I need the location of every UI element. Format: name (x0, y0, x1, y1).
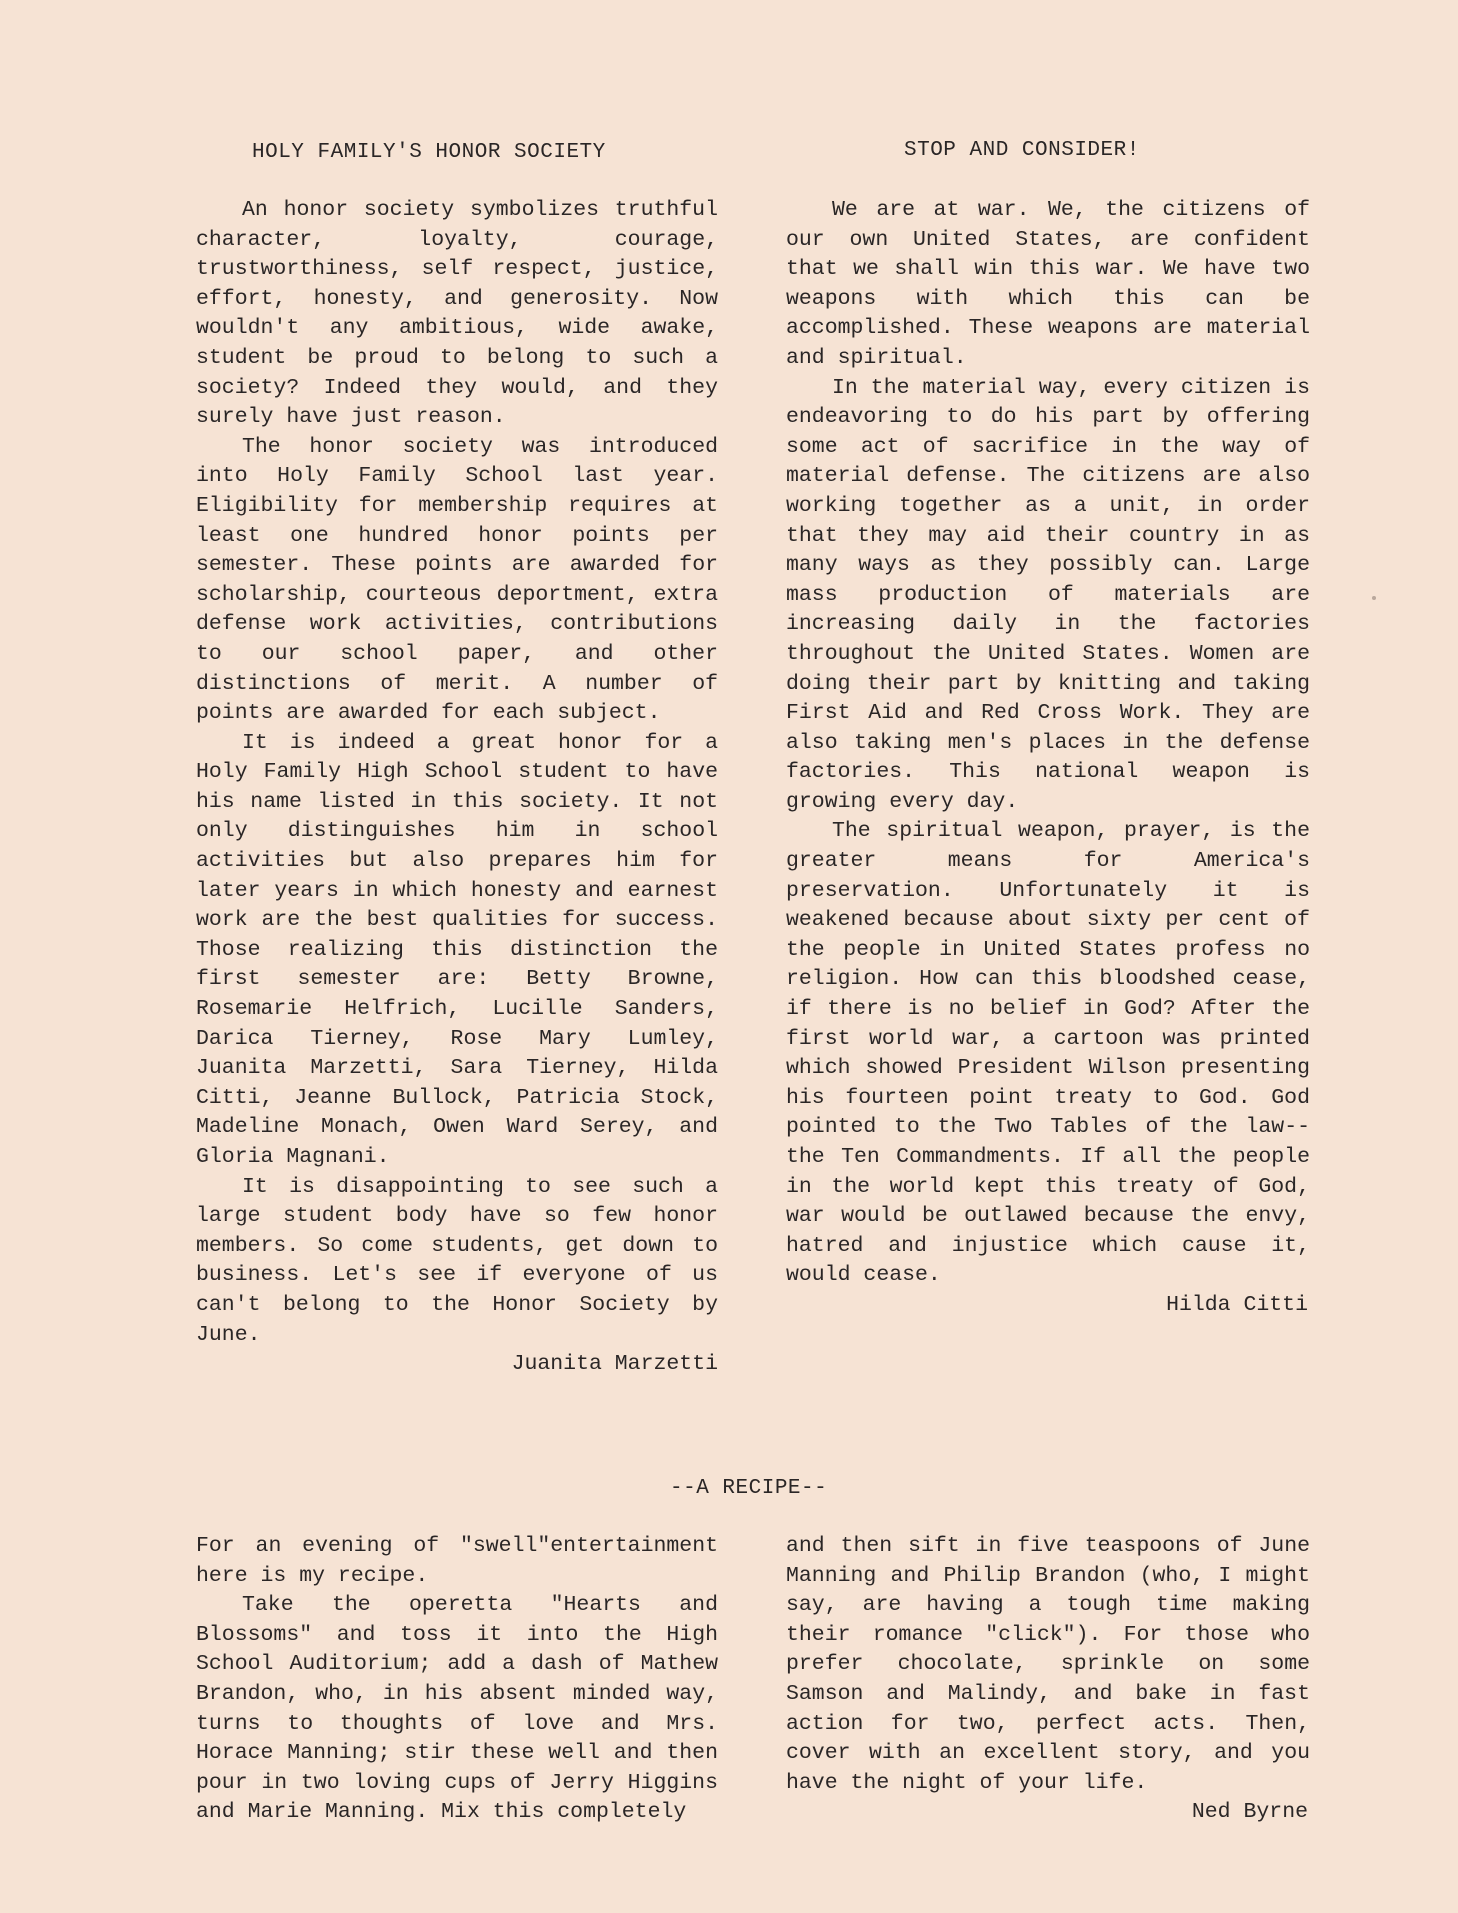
honor-society-author: Juanita Marzetti (511, 1352, 718, 1377)
stop-and-consider-paragraph: We are at war. We, the citizens of our own United States, are confident that we shall win this war. We have two weapons with which this can be accomplished. These weapons are material and spiritual. (786, 198, 1310, 370)
honor-society-title: HOLY FAMILY'S HONOR SOCIETY (252, 141, 606, 164)
recipe-title: --A RECIPE-- (670, 1477, 828, 1500)
recipe-paragraph: For an evening of "swell"entertainment here is my recipe. (196, 1534, 718, 1588)
recipe-author: Ned Byrne (1191, 1800, 1308, 1825)
recipe-article-left (196, 1532, 718, 1828)
recipe-paragraph: Take the operetta "Hearts and Blossoms" and toss it into the High School Auditorium; add a dash of Mathew Brandon, who, in his absent minded way, turns to thoughts of love and Mrs. Horace Manning; stir these well and then pour in two loving cups of Jerry Higgins and Marie Manning. Mix this completely (196, 1593, 718, 1825)
honor-society-paragraph: It is indeed a great honor for a Holy Family High School student to have his name listed in this society. It not only distinguishes him in school activities but also prepares him for later years in which honesty and earnest work are the best qualities for success. Those realizing this distinction the first semester are: Betty Browne, Rosemarie Helfrich, Lucille Sanders, Darica Tierney, Rose Mary Lumley, Juanita Marzetti, Sara Tierney, Hilda Citti, Jeanne Bullock, Patricia Stock, Madeline Monach, Owen Ward Serey, and Gloria Magnani. (196, 730, 718, 1169)
honor-society-paragraph: It is disappointing to see such a large student body have so few honor members. So come students, get down to business. Let's see if everyone of us can't belong to the Honor Society by June. (196, 1174, 718, 1347)
stop-and-consider-article (786, 196, 1310, 1321)
stop-and-consider-paragraph: The spiritual weapon, prayer, is the greater means for America's preservation. Unfortunately it is weakened because about sixty per cent of the people in United States profess no religion. How can this bloodshed cease, if there is no belief in God? After the first world war, a cartoon was printed which showed President Wilson presenting his fourteen point treaty to God. God pointed to the Two Tables of the law--the Ten Commandments. If all the people in the world kept this treaty of God, war would be outlawed because the envy, hatred and injustice which cause it, would cease. (786, 819, 1310, 1288)
recipe-article-right (786, 1532, 1310, 1828)
honor-society-paragraph: An honor society symbolizes truthful character, loyalty, courage, trustworthiness, self respect, justice, effort, honesty, and generosity. Now wouldn't any ambitious, wide awake, student be proud to belong to such a society? Indeed they would, and they surely have just reason. (196, 198, 718, 430)
stop-and-consider-title: STOP AND CONSIDER! (904, 139, 1140, 162)
honor-society-article (196, 196, 718, 1380)
stop-and-consider-paragraph: In the material way, every citizen is endeavoring to do his part by offering some act of sacrifice in the way of material defense. The citizens are also working together as a unit, in order that they may aid their country in as many ways as they possibly can. Large mass production of materials are increasing daily in the factories throughout the United States. Women are doing their part by knitting and taking First Aid and Red Cross Work. They are also taking men's places in the defense factories. This national weapon is growing every day. (786, 375, 1310, 814)
paper-speck (1372, 596, 1376, 600)
honor-society-paragraph: The honor society was introduced into Holy Family School last year. Eligibility for membership requires at least one hundred honor points per semester. These points are awarded for scholarship, courteous deportment, extra defense work activities, contributions to our school paper, and other distinctions of merit. A number of points are awarded for each subject. (196, 434, 718, 726)
recipe-paragraph: and then sift in five teaspoons of June Manning and Philip Brandon (who, I might say, are having a tough time making their romance "click"). For those who prefer chocolate, sprinkle on some Samson and Malindy, and bake in fast action for two, perfect acts. Then, cover with an excellent story, and you have the night of your life. (786, 1534, 1310, 1795)
stop-and-consider-author: Hilda Citti (1166, 1292, 1308, 1317)
